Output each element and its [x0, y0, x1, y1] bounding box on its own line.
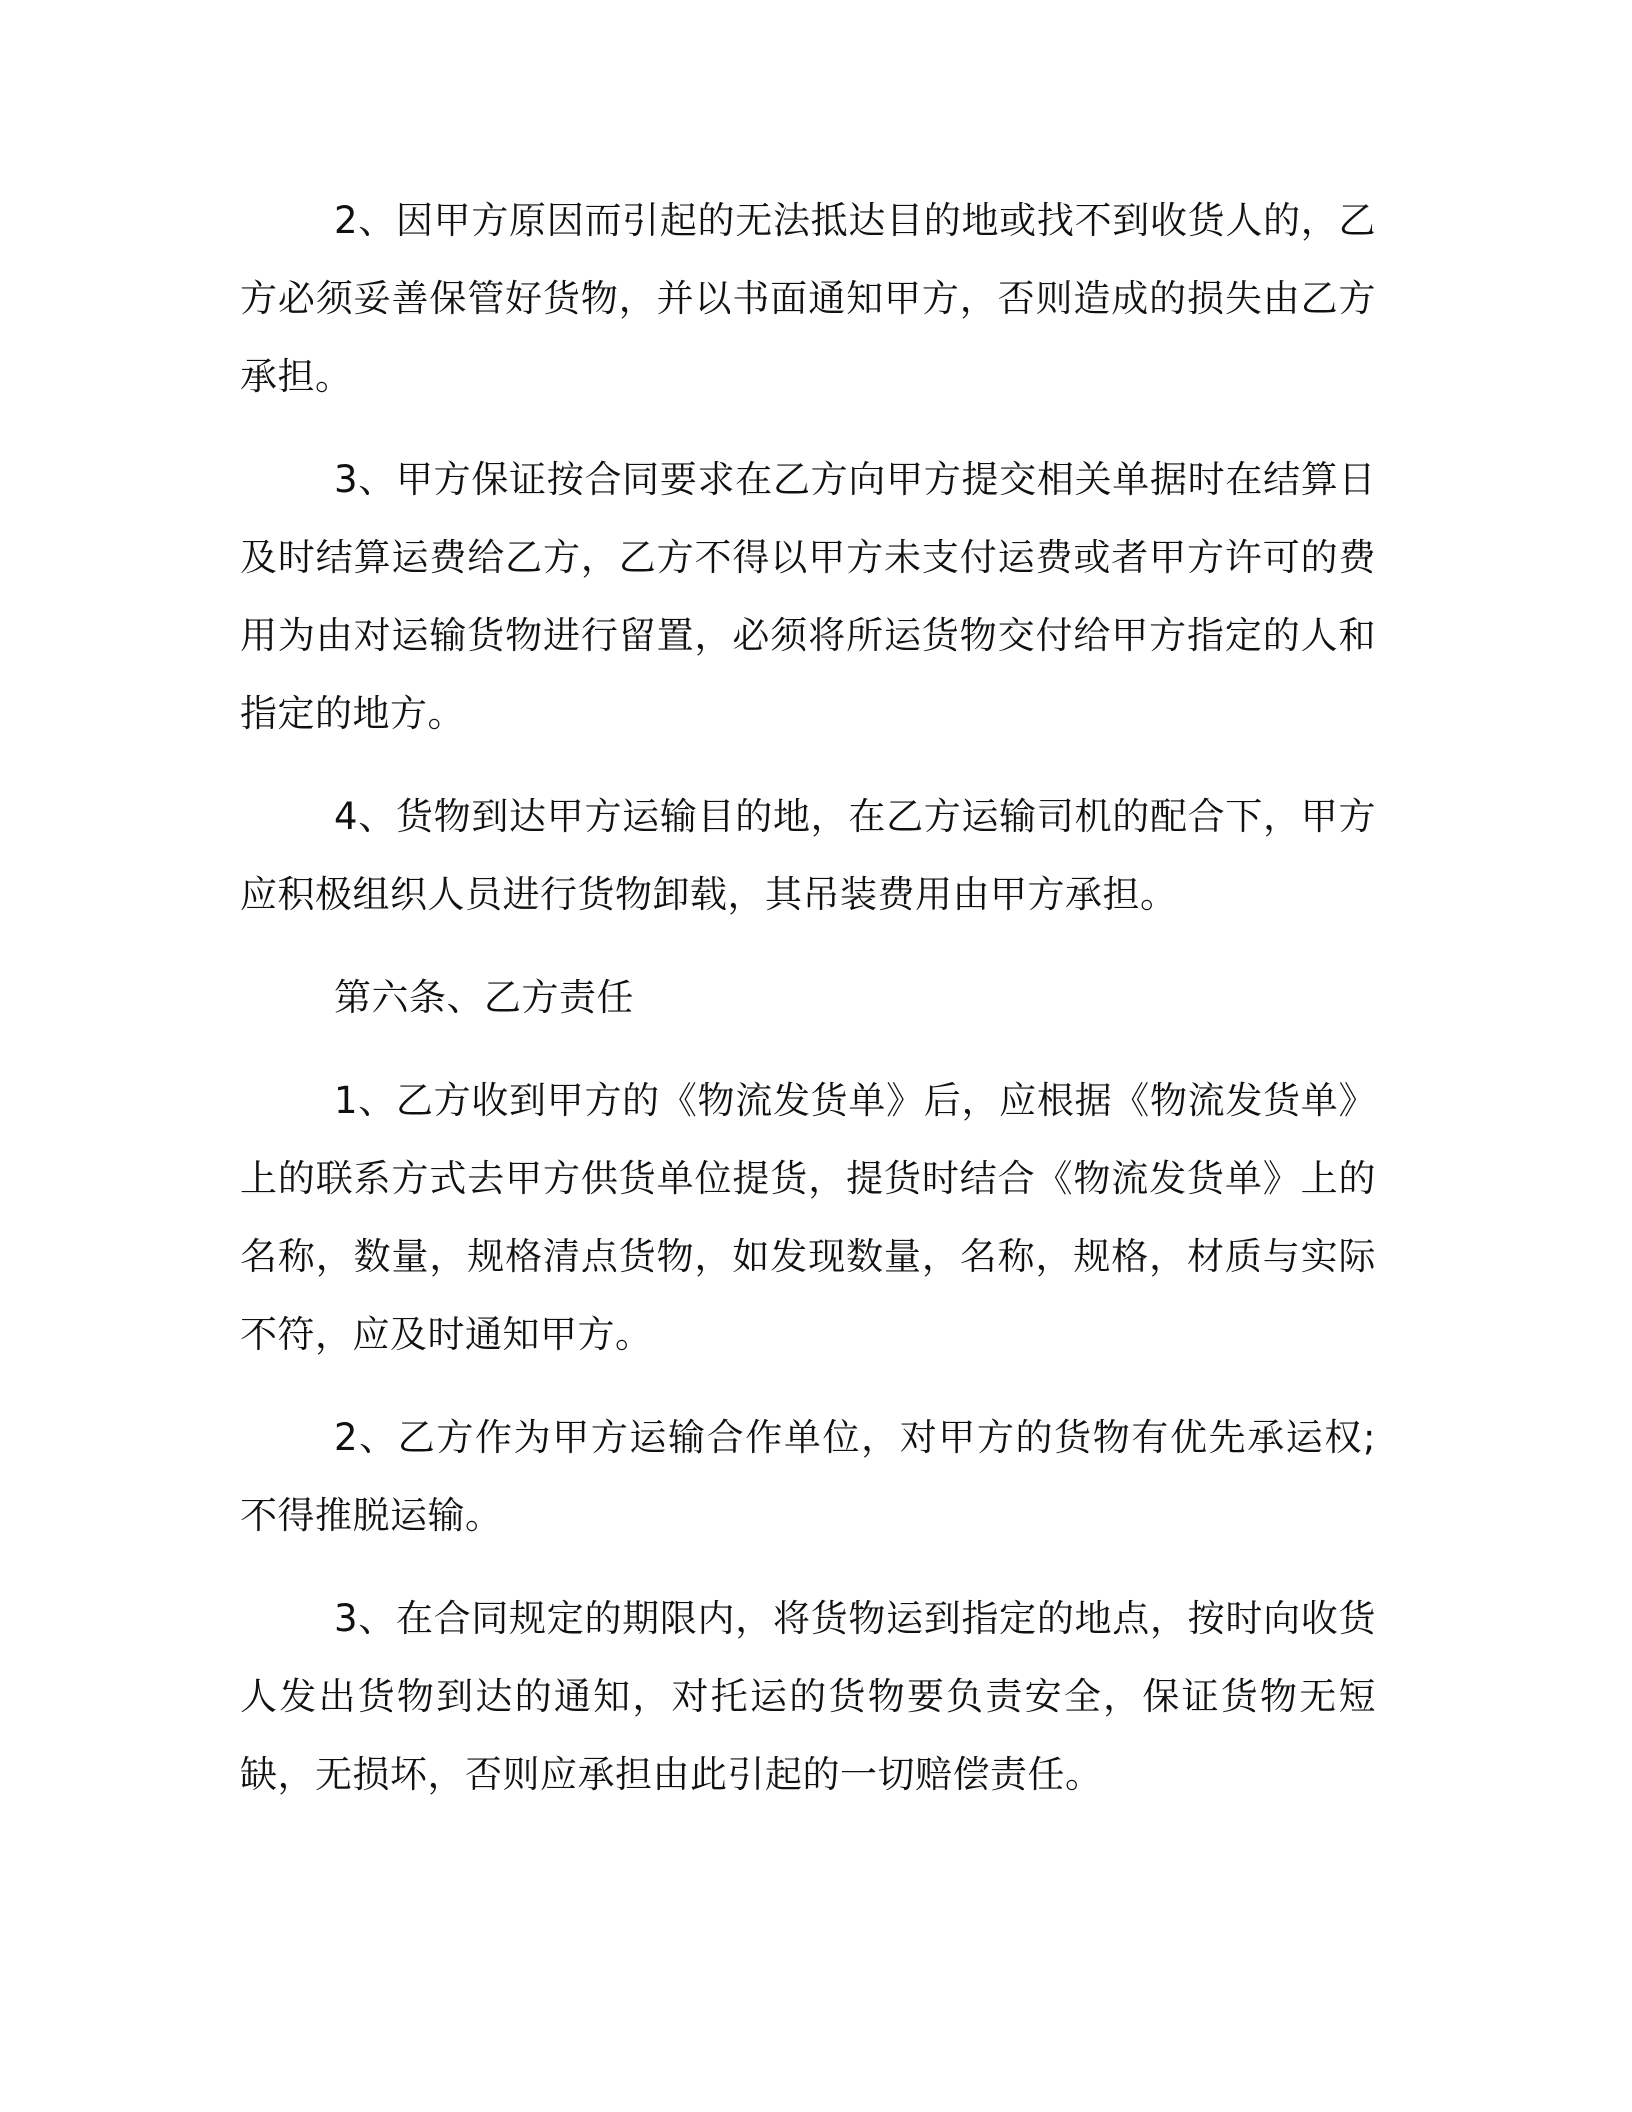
document-body [240, 182, 1376, 1839]
clause-2-priority-carriage: 2、乙方作为甲方运输合作单位，对甲方的货物有优先承运权;不得推脱运输。 [240, 1416, 1376, 1537]
clause-1-pickup-inspection: 1、乙方收到甲方的《物流发货单》后，应根据《物流发货单》上的联系方式去甲方供货单位提货，提货时结合《物流发货单》上的名称，数量，规格清点货物，如发现数量，名称，规格，材质与实际不符，应及时通知甲方。 [240, 1079, 1376, 1356]
clause-3-freight-settlement: 3、甲方保证按合同要求在乙方向甲方提交相关单据时在结算日及时结算运费给乙方，乙方不得以甲方未支付运费或者甲方许可的费用为由对运输货物进行留置，必须将所运货物交付给甲方指定的人和指定的地方。 [240, 458, 1376, 735]
clause-4-unloading: 4、货物到达甲方运输目的地，在乙方运输司机的配合下，甲方应积极组织人员进行货物卸载，其吊装费用由甲方承担。 [240, 795, 1376, 916]
clause-2-party-a-delivery-failure: 2、因甲方原因而引起的无法抵达目的地或找不到收货人的，乙方必须妥善保管好货物，并以书面通知甲方，否则造成的损失由乙方承担。 [240, 199, 1376, 398]
clause-3-delivery-liability: 3、在合同规定的期限内，将货物运到指定的地点，按时向收货人发出货物到达的通知，对托运的货物要负责安全，保证货物无短缺，无损坏，否则应承担由此引起的一切赔偿责任。 [240, 1597, 1376, 1796]
section-heading-article-6: 第六条、乙方责任 [334, 976, 634, 1019]
